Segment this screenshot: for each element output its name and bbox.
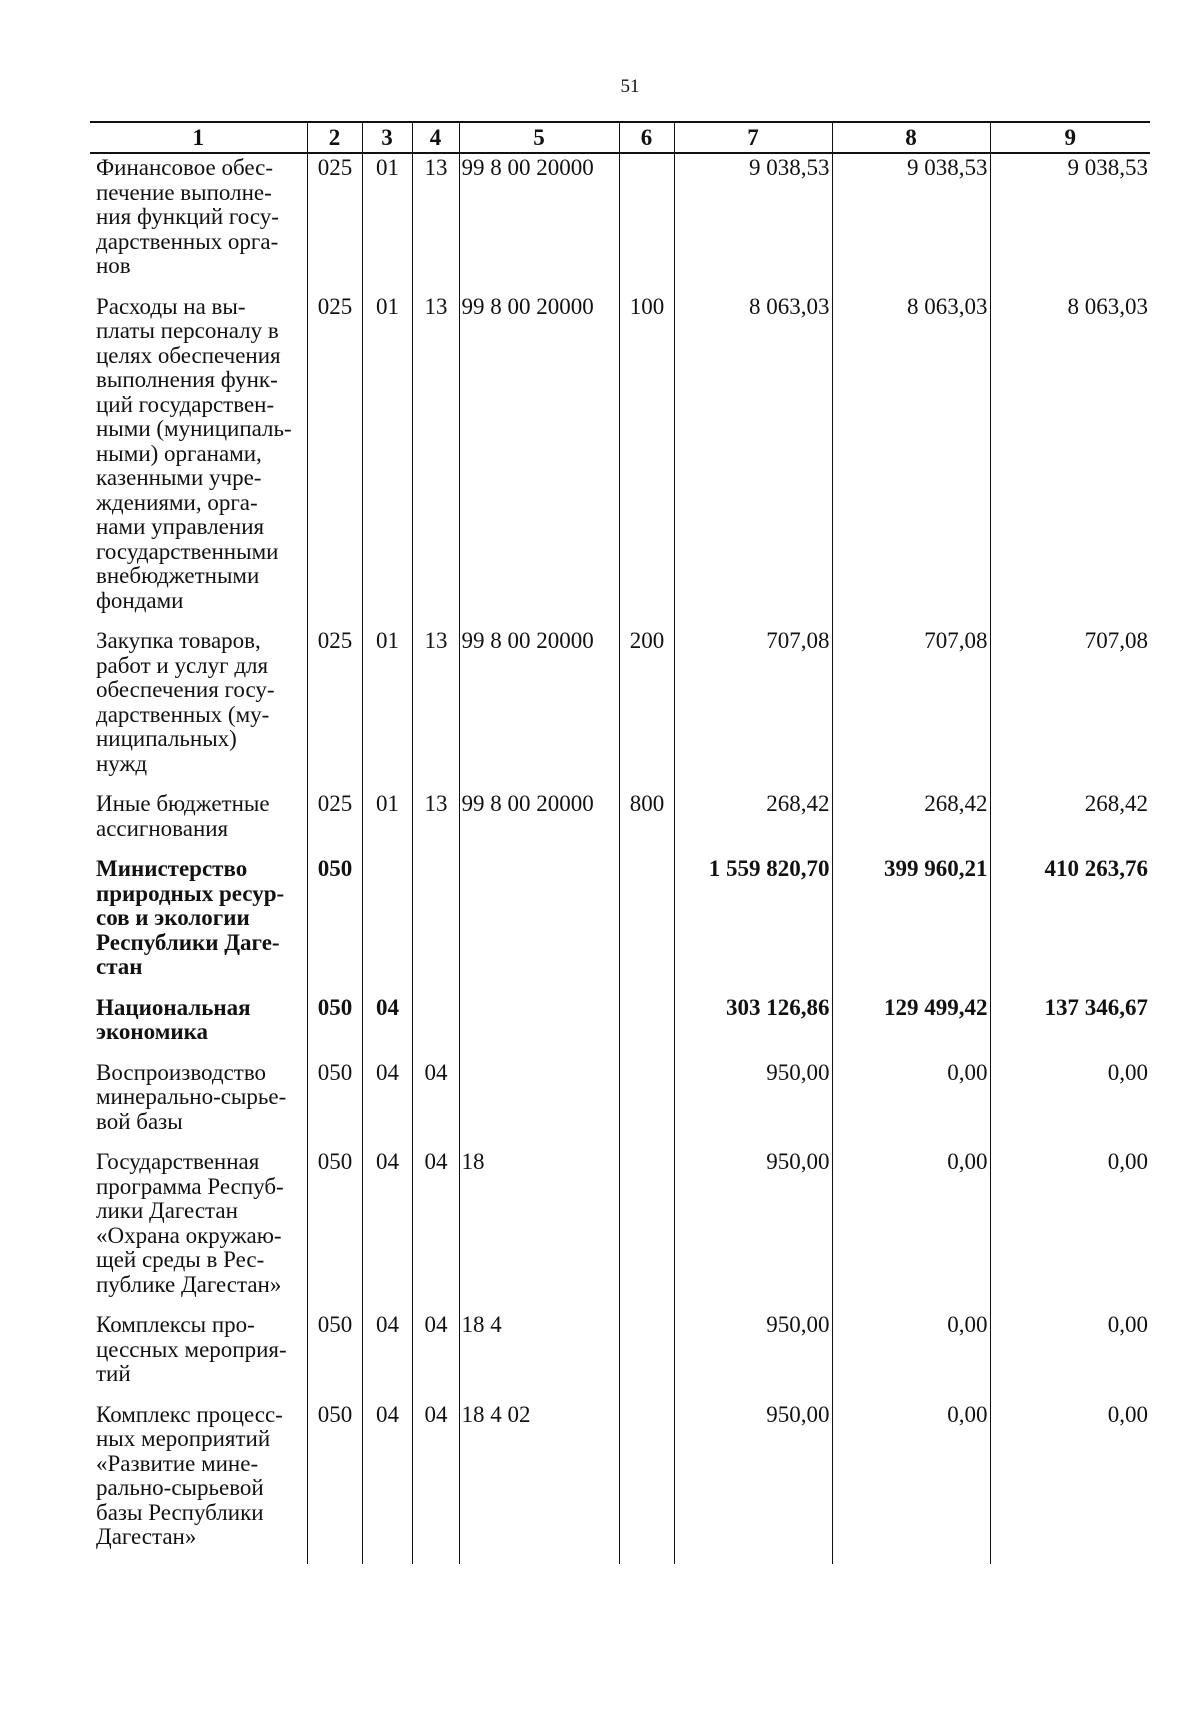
row-name-cell bbox=[90, 153, 307, 293]
column-header: 9 bbox=[990, 122, 1150, 153]
amount-cell-col9: 137 346,67 bbox=[990, 994, 1150, 1059]
table-row bbox=[90, 855, 1150, 994]
ministry-code-cell: 050 bbox=[307, 1311, 362, 1401]
row-name-cell bbox=[90, 1059, 307, 1149]
section-code-cell: 01 bbox=[362, 153, 412, 293]
amount-cell-col8: 0,00 bbox=[832, 1059, 990, 1149]
row-name-cell bbox=[90, 994, 307, 1059]
section-code-cell bbox=[362, 855, 412, 994]
amount-cell-col7: 950,00 bbox=[674, 1148, 832, 1311]
column-header: 6 bbox=[619, 122, 674, 153]
ministry-code-cell: 050 bbox=[307, 1059, 362, 1149]
row-name-cell bbox=[90, 855, 307, 994]
target-article-cell: 99 8 00 20000 bbox=[459, 293, 619, 628]
amount-cell-col7: 950,00 bbox=[674, 1401, 832, 1564]
section-code-cell: 01 bbox=[362, 790, 412, 855]
row-name-cell bbox=[90, 627, 307, 790]
expense-type-cell bbox=[619, 994, 674, 1059]
amount-cell-col8: 0,00 bbox=[832, 1148, 990, 1311]
ministry-code-cell: 050 bbox=[307, 855, 362, 994]
amount-cell-col9: 410 263,76 bbox=[990, 855, 1150, 994]
subsection-code-cell: 04 bbox=[412, 1148, 459, 1311]
section-code-cell: 04 bbox=[362, 1059, 412, 1149]
table-row bbox=[90, 1401, 1150, 1564]
amount-cell-col9: 0,00 bbox=[990, 1401, 1150, 1564]
amount-cell-col9: 0,00 bbox=[990, 1311, 1150, 1401]
table-row bbox=[90, 994, 1150, 1059]
expense-type-cell: 800 bbox=[619, 790, 674, 855]
subsection-code-cell: 04 bbox=[412, 1401, 459, 1564]
subsection-code-cell: 13 bbox=[412, 153, 459, 293]
target-article-cell bbox=[459, 994, 619, 1059]
expense-type-cell: 100 bbox=[619, 293, 674, 628]
ministry-code-cell: 050 bbox=[307, 994, 362, 1059]
target-article-cell: 18 4 bbox=[459, 1311, 619, 1401]
amount-cell-col7: 950,00 bbox=[674, 1059, 832, 1149]
column-header: 1 bbox=[90, 122, 307, 153]
amount-cell-col8: 707,08 bbox=[832, 627, 990, 790]
row-name-text: Министерство природных ресур- сов и экологии Республики Даге- стан bbox=[96, 856, 285, 979]
amount-cell-col9: 0,00 bbox=[990, 1059, 1150, 1149]
section-code-cell: 04 bbox=[362, 1401, 412, 1564]
amount-cell-col7: 950,00 bbox=[674, 1311, 832, 1401]
table-body bbox=[90, 153, 1150, 1564]
ministry-code-cell: 025 bbox=[307, 627, 362, 790]
section-code-cell: 01 bbox=[362, 293, 412, 628]
row-name-text: Комплексы про- цессных мероприя- тий bbox=[96, 1312, 287, 1386]
amount-cell-col7: 1 559 820,70 bbox=[674, 855, 832, 994]
expense-type-cell bbox=[619, 1148, 674, 1311]
subsection-code-cell bbox=[412, 994, 459, 1059]
column-header: 7 bbox=[674, 122, 832, 153]
amount-cell-col7: 8 063,03 bbox=[674, 293, 832, 628]
table-row bbox=[90, 1059, 1150, 1149]
expense-type-cell: 200 bbox=[619, 627, 674, 790]
row-name-cell bbox=[90, 1311, 307, 1401]
row-name-text: Расходы на вы- платы персоналу в целях обеспечения выполнения функ- ций государствен- ными (муниципаль- ными) органами, казенными учре- ждениями, орга- нами управления государственными внебюджетными фондами bbox=[96, 293, 292, 613]
section-code-cell: 04 bbox=[362, 994, 412, 1059]
amount-cell-col9: 268,42 bbox=[990, 790, 1150, 855]
subsection-code-cell: 13 bbox=[412, 293, 459, 628]
table-row bbox=[90, 790, 1150, 855]
table-row bbox=[90, 293, 1150, 628]
amount-cell-col9: 0,00 bbox=[990, 1148, 1150, 1311]
ministry-code-cell: 050 bbox=[307, 1401, 362, 1564]
amount-cell-col8: 8 063,03 bbox=[832, 293, 990, 628]
ministry-code-cell: 025 bbox=[307, 293, 362, 628]
amount-cell-col7: 9 038,53 bbox=[674, 153, 832, 293]
amount-cell-col8: 0,00 bbox=[832, 1401, 990, 1564]
amount-cell-col8: 129 499,42 bbox=[832, 994, 990, 1059]
subsection-code-cell: 04 bbox=[412, 1311, 459, 1401]
expense-type-cell bbox=[619, 1059, 674, 1149]
target-article-cell: 99 8 00 20000 bbox=[459, 790, 619, 855]
target-article-cell: 99 8 00 20000 bbox=[459, 153, 619, 293]
amount-cell-col7: 707,08 bbox=[674, 627, 832, 790]
row-name-text: Комплекс процесс- ных мероприятий «Развитие мине- рально-сырьевой базы Республики Дагестан» bbox=[96, 1401, 283, 1549]
amount-cell-col8: 0,00 bbox=[832, 1311, 990, 1401]
column-header: 8 bbox=[832, 122, 990, 153]
row-name-text: Воспроизводство минерально-сырье- вой базы bbox=[96, 1059, 287, 1134]
table-row bbox=[90, 1148, 1150, 1311]
row-name-text: Государственная программа Респуб- лики Дагестан «Охрана окружаю- щей среды в Рес- публике Дагестан» bbox=[96, 1149, 284, 1297]
target-article-cell: 99 8 00 20000 bbox=[459, 627, 619, 790]
expense-type-cell bbox=[619, 855, 674, 994]
ministry-code-cell: 050 bbox=[307, 1148, 362, 1311]
subsection-code-cell: 13 bbox=[412, 627, 459, 790]
table-row bbox=[90, 1311, 1150, 1401]
amount-cell-col8: 268,42 bbox=[832, 790, 990, 855]
row-name-text: Финансовое обес- печение выполне- ния функций госу- дарственных орга- нов bbox=[96, 155, 279, 278]
row-name-cell bbox=[90, 1401, 307, 1564]
target-article-cell bbox=[459, 1059, 619, 1149]
amount-cell-col7: 268,42 bbox=[674, 790, 832, 855]
amount-cell-col9: 707,08 bbox=[990, 627, 1150, 790]
amount-cell-col9: 8 063,03 bbox=[990, 293, 1150, 628]
section-code-cell: 04 bbox=[362, 1311, 412, 1401]
amount-cell-col8: 9 038,53 bbox=[832, 153, 990, 293]
row-name-text: Иные бюджетные ассигнования bbox=[96, 791, 270, 841]
row-name-cell bbox=[90, 790, 307, 855]
ministry-code-cell: 025 bbox=[307, 790, 362, 855]
column-header: 2 bbox=[307, 122, 362, 153]
section-code-cell: 01 bbox=[362, 627, 412, 790]
expense-type-cell bbox=[619, 1311, 674, 1401]
column-header: 4 bbox=[412, 122, 459, 153]
amount-cell-col7: 303 126,86 bbox=[674, 994, 832, 1059]
amount-cell-col8: 399 960,21 bbox=[832, 855, 990, 994]
subsection-code-cell: 04 bbox=[412, 1059, 459, 1149]
page-number: 51 bbox=[620, 76, 640, 97]
target-article-cell: 18 4 02 bbox=[459, 1401, 619, 1564]
amount-cell-col9: 9 038,53 bbox=[990, 153, 1150, 293]
subsection-code-cell: 13 bbox=[412, 790, 459, 855]
column-header: 5 bbox=[459, 122, 619, 153]
budget-table bbox=[90, 121, 1150, 1564]
ministry-code-cell: 025 bbox=[307, 153, 362, 293]
row-name-text: Закупка товаров, работ и услуг для обеспечения госу- дарственных (му- ниципальных) нужд bbox=[96, 628, 275, 776]
subsection-code-cell bbox=[412, 855, 459, 994]
row-name-text: Национальная экономика bbox=[96, 994, 251, 1044]
column-header: 3 bbox=[362, 122, 412, 153]
table-header-row bbox=[90, 122, 1150, 153]
table-row bbox=[90, 153, 1150, 293]
target-article-cell bbox=[459, 855, 619, 994]
section-code-cell: 04 bbox=[362, 1148, 412, 1311]
target-article-cell: 18 bbox=[459, 1148, 619, 1311]
expense-type-cell bbox=[619, 1401, 674, 1564]
row-name-cell bbox=[90, 1148, 307, 1311]
row-name-cell bbox=[90, 293, 307, 628]
expense-type-cell bbox=[619, 153, 674, 293]
table-row bbox=[90, 627, 1150, 790]
